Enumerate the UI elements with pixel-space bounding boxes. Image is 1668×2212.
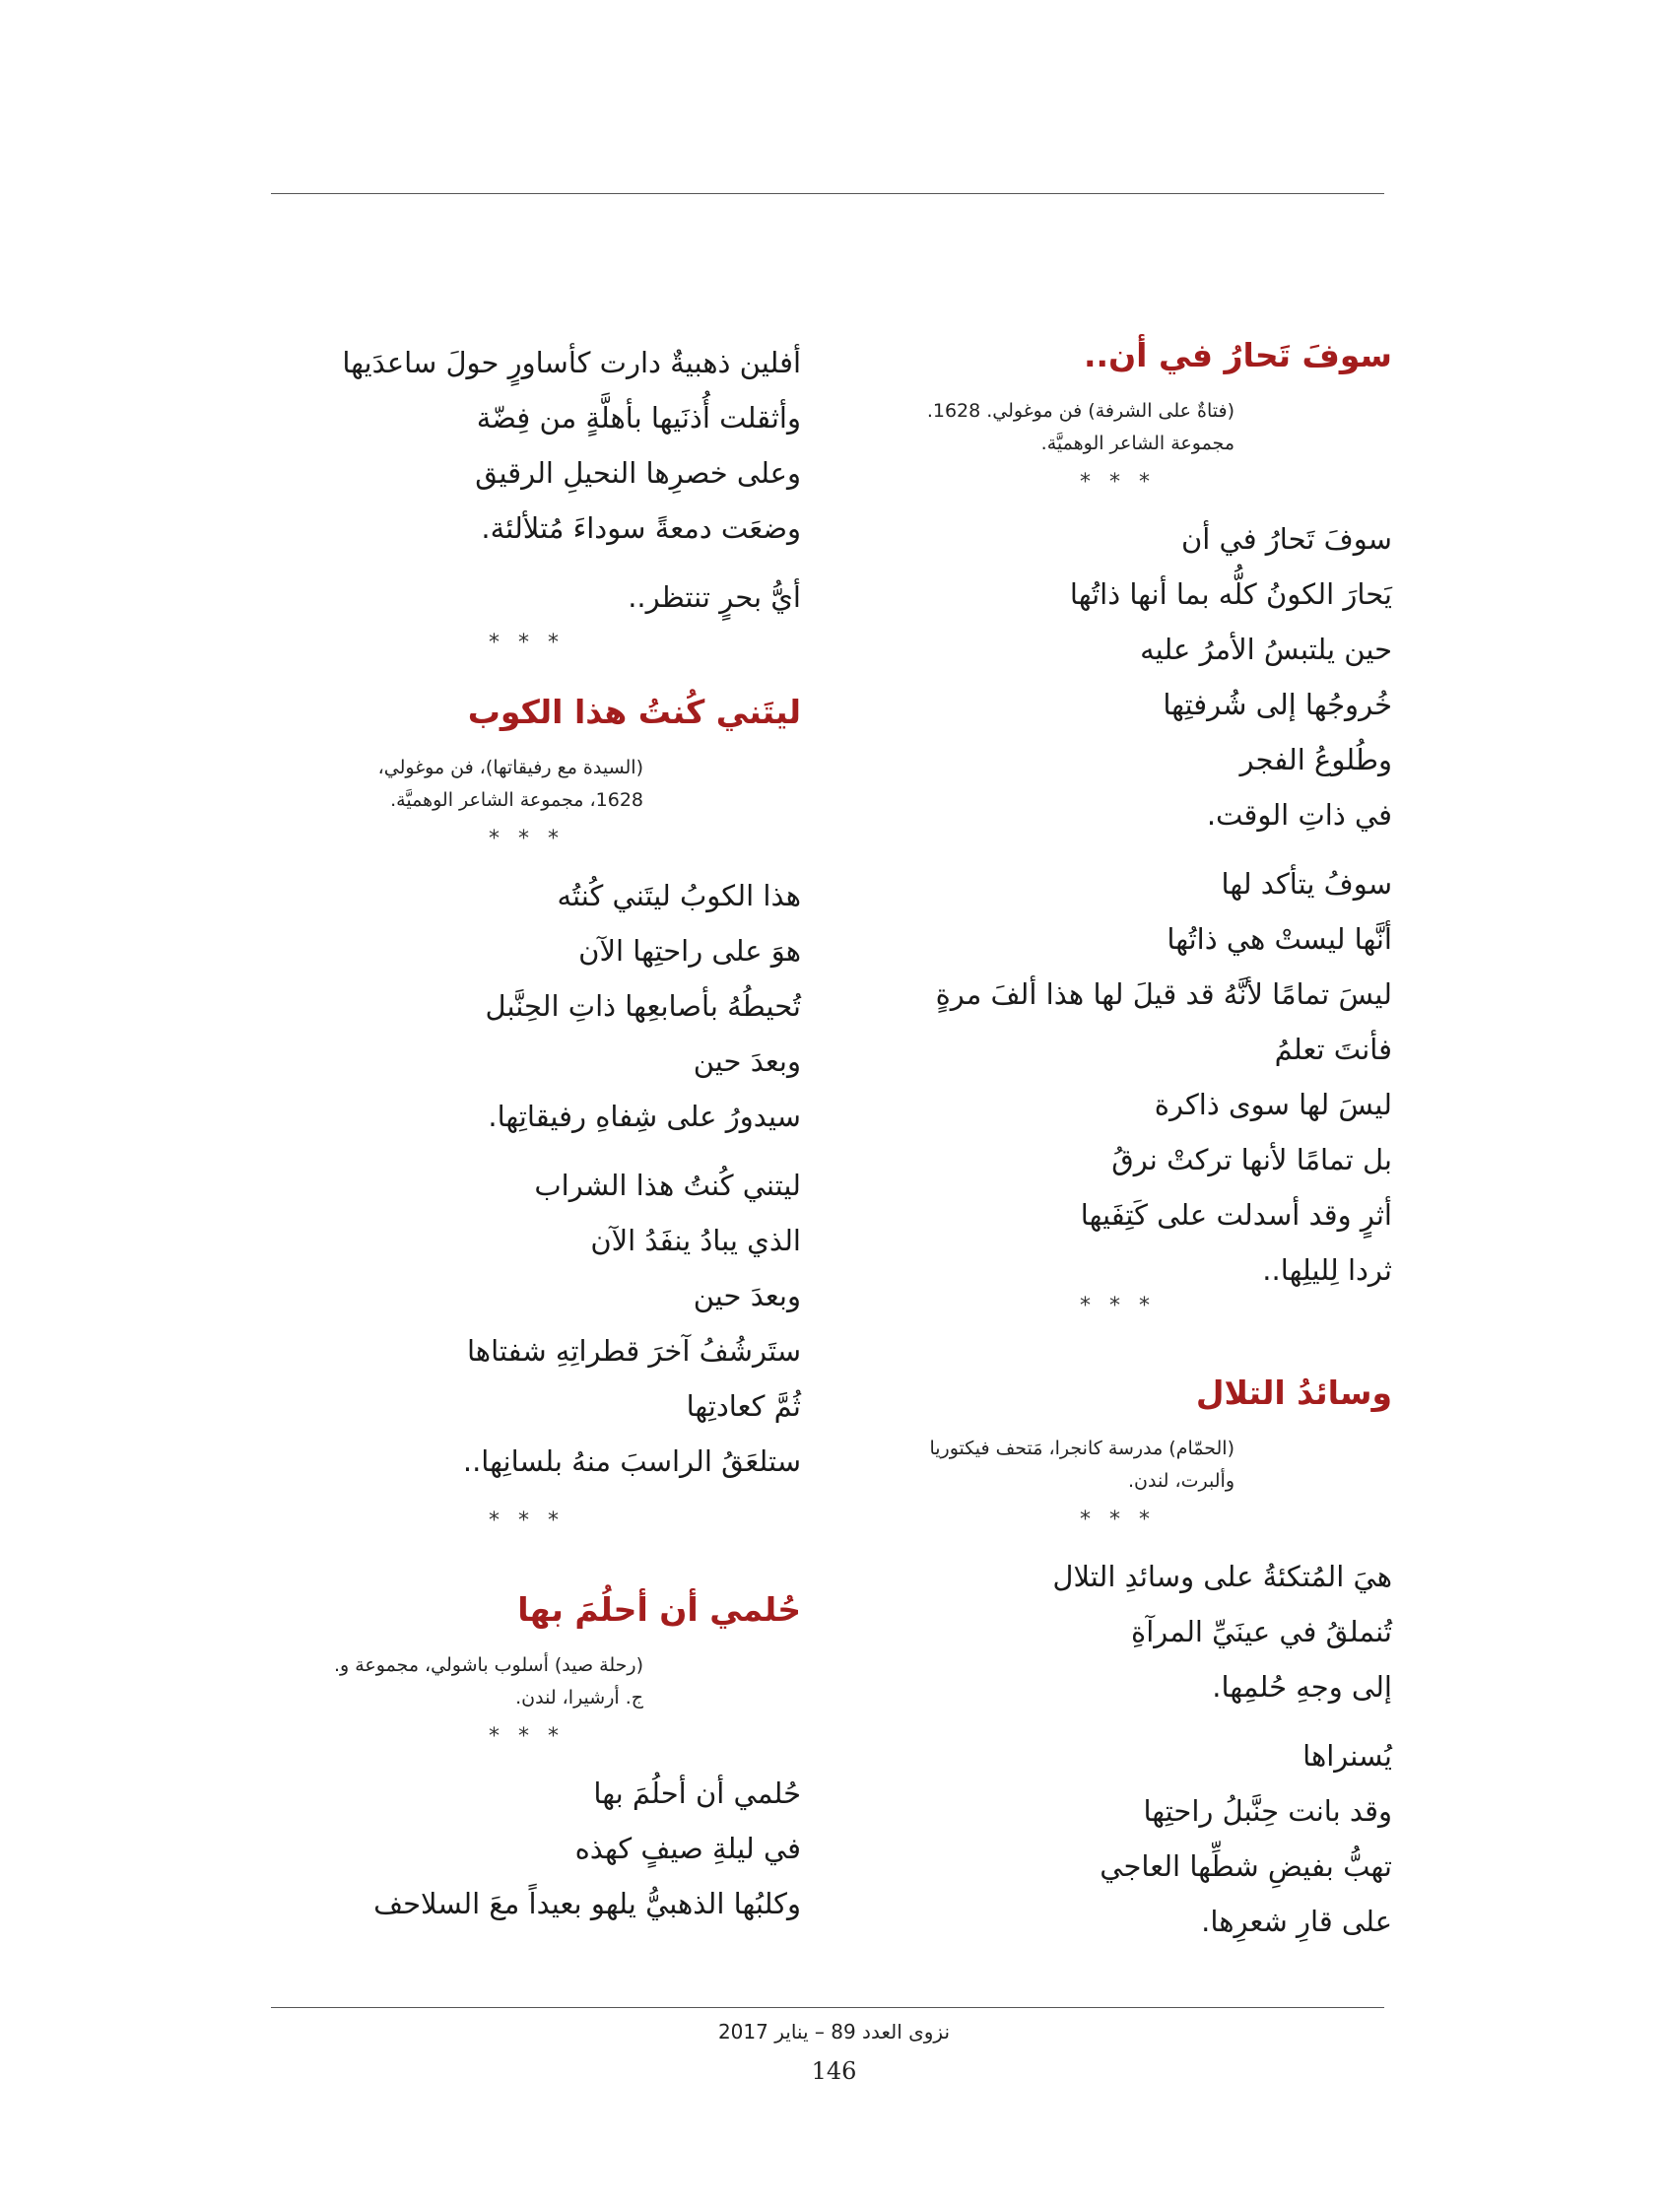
poem-line: ليسَ لها سوى ذاكرة: [1154, 1087, 1392, 1121]
source-note: (فتاةٌ على الشرفة) فن موغولي. 1628.: [926, 399, 1234, 422]
poem-line: وعلى خصرِها النحيلِ الرقيق: [475, 456, 801, 490]
poem-line: الذي يبادُ ينفَدُ الآن: [590, 1223, 801, 1257]
poem-title: ليتَني كُنتُ هذا الكوب: [467, 693, 801, 731]
poem-line: حُلمي أن أحلُمَ بها: [593, 1776, 801, 1810]
top-rule: [271, 193, 1384, 194]
source-note: (الحمّام) مدرسة كانجرا، مَتحف فيكتوريا: [929, 1437, 1234, 1459]
poem-line: وبعدَ حين: [693, 1278, 801, 1312]
poem-line: إلى وجهِ حُلمِها.: [1212, 1669, 1392, 1704]
source-note: (رحلة صيد) أسلوب باشولي، مجموعة و.: [333, 1653, 643, 1676]
poem-line: ثُمَّ كعادتِها: [686, 1388, 801, 1423]
section-stars: * * *: [1080, 469, 1156, 495]
poem-title: وسائدُ التلال: [1195, 1373, 1392, 1412]
poem-line: في ذاتِ الوقت.: [1206, 797, 1392, 832]
poem-line: ليسَ تمامًا لأنَّهُ قد قيلَ لها هذا ألفَ مرةٍ: [935, 976, 1392, 1011]
poem-line: بل تمامًا لأنها تركتْ نرقُ: [1111, 1142, 1392, 1176]
poem-line: وضعَت دمعةً سوداءَ مُتلألئة.: [481, 511, 801, 545]
poem-line: ثردا لِليلِها..: [1262, 1252, 1392, 1287]
poem-line: تُنملقُ في عينَيِّ المرآةِ: [1131, 1614, 1392, 1648]
source-note: وألبرت، لندن.: [1127, 1469, 1234, 1492]
source-note: (السيدة مع رفيقاتها)، فن موغولي،: [377, 756, 643, 778]
section-stars: * * *: [1080, 1293, 1156, 1318]
left-column: [249, 335, 801, 1931]
poem-line: على قارِ شعرِها.: [1201, 1904, 1392, 1938]
poem-line: وقد بانت حِنَّبلُ راحتِها: [1143, 1793, 1392, 1828]
poem-line: أثرٍ وقد أسدلت على كَتِفَيها: [1080, 1197, 1392, 1232]
poem-title: سوفَ تَحارُ في أن..: [1083, 336, 1392, 374]
poem-line: يَحارَ الكونُ كلُّه بما أنها ذاتُها: [1069, 576, 1392, 611]
source-note: مجموعة الشاعر الوهميَّة.: [1040, 432, 1234, 454]
poem-line: هوَ على راحتِها الآن: [578, 933, 801, 968]
poem-line: سوفَ تَحارُ في أن: [1180, 521, 1392, 556]
issue-footer: نزوى العدد 89 – يناير 2017: [717, 2020, 951, 2044]
poem-line: يُسنراها: [1302, 1738, 1392, 1773]
page-number: 146: [811, 2057, 857, 2085]
section-stars: * * *: [489, 826, 565, 851]
section-stars: * * *: [489, 631, 565, 655]
poem-line: وطُلوعُ الفجر: [1239, 742, 1392, 776]
poem-line: وأثقلت أُذنَيها بأهلَّةٍ من فِضّة: [476, 401, 801, 435]
section-stars: * * *: [1080, 1507, 1156, 1532]
poem-line: ليتني كُنتُ هذا الشراب: [534, 1168, 801, 1202]
poem-line: خُروجُها إلى شُرفتِها: [1163, 687, 1392, 721]
bottom-rule: [271, 2007, 1384, 2008]
poem-line: سوفُ يتأكد لها: [1221, 866, 1392, 901]
source-note: 1628، مجموعة الشاعر الوهميَّة.: [390, 788, 643, 811]
poem-line: سيدورُ على شِفاهِ رفيقاتِها.: [488, 1099, 801, 1133]
poem-line: في ليلةِ صيفٍ كهذه: [574, 1831, 801, 1865]
poem-line: أيُّ بحرٍ تنتظر..: [628, 580, 801, 614]
section-stars: * * *: [489, 1508, 565, 1533]
section-stars: * * *: [489, 1723, 565, 1749]
poem-line: حين يلتبسُ الأمرُ عليه: [1140, 632, 1392, 666]
poem-line: ستَرشُفُ آخرَ قطراتِهِ شفتاها: [466, 1333, 801, 1368]
poem-line: وبعدَ حين: [693, 1043, 801, 1078]
poem-line: هيَ المُتكئةُ على وسائدِ التلال: [1052, 1559, 1392, 1593]
poem-line: هذا الكوبُ ليتَني كُنتُه: [557, 878, 801, 912]
poem-line: وكلبُها الذهبيُّ يلهو بعيداً معَ السلاحف: [373, 1886, 801, 1920]
poem-line: أنَّها ليستْ هي ذاتُها: [1167, 921, 1392, 956]
right-column: [840, 335, 1392, 1949]
poem-line: أفلين ذهبيةٌ دارت كأساورٍ حولَ ساعدَيها: [342, 346, 801, 379]
source-note: ج. أرشيرا، لندن.: [515, 1686, 643, 1709]
poem-title: حُلمي أن أحلُمَ بها: [517, 1589, 801, 1629]
poem-line: تُحيطُهُ بأصابعِها ذاتِ الحِنَّبل: [485, 988, 801, 1023]
poem-line: فأنتَ تعلمُ: [1274, 1032, 1392, 1066]
poem-line: تهبُّ بفيضِ شطِّها العاجي: [1100, 1848, 1392, 1883]
poem-line: ستلعَقُ الراسبَ منهُ بلسانِها..: [462, 1443, 801, 1478]
